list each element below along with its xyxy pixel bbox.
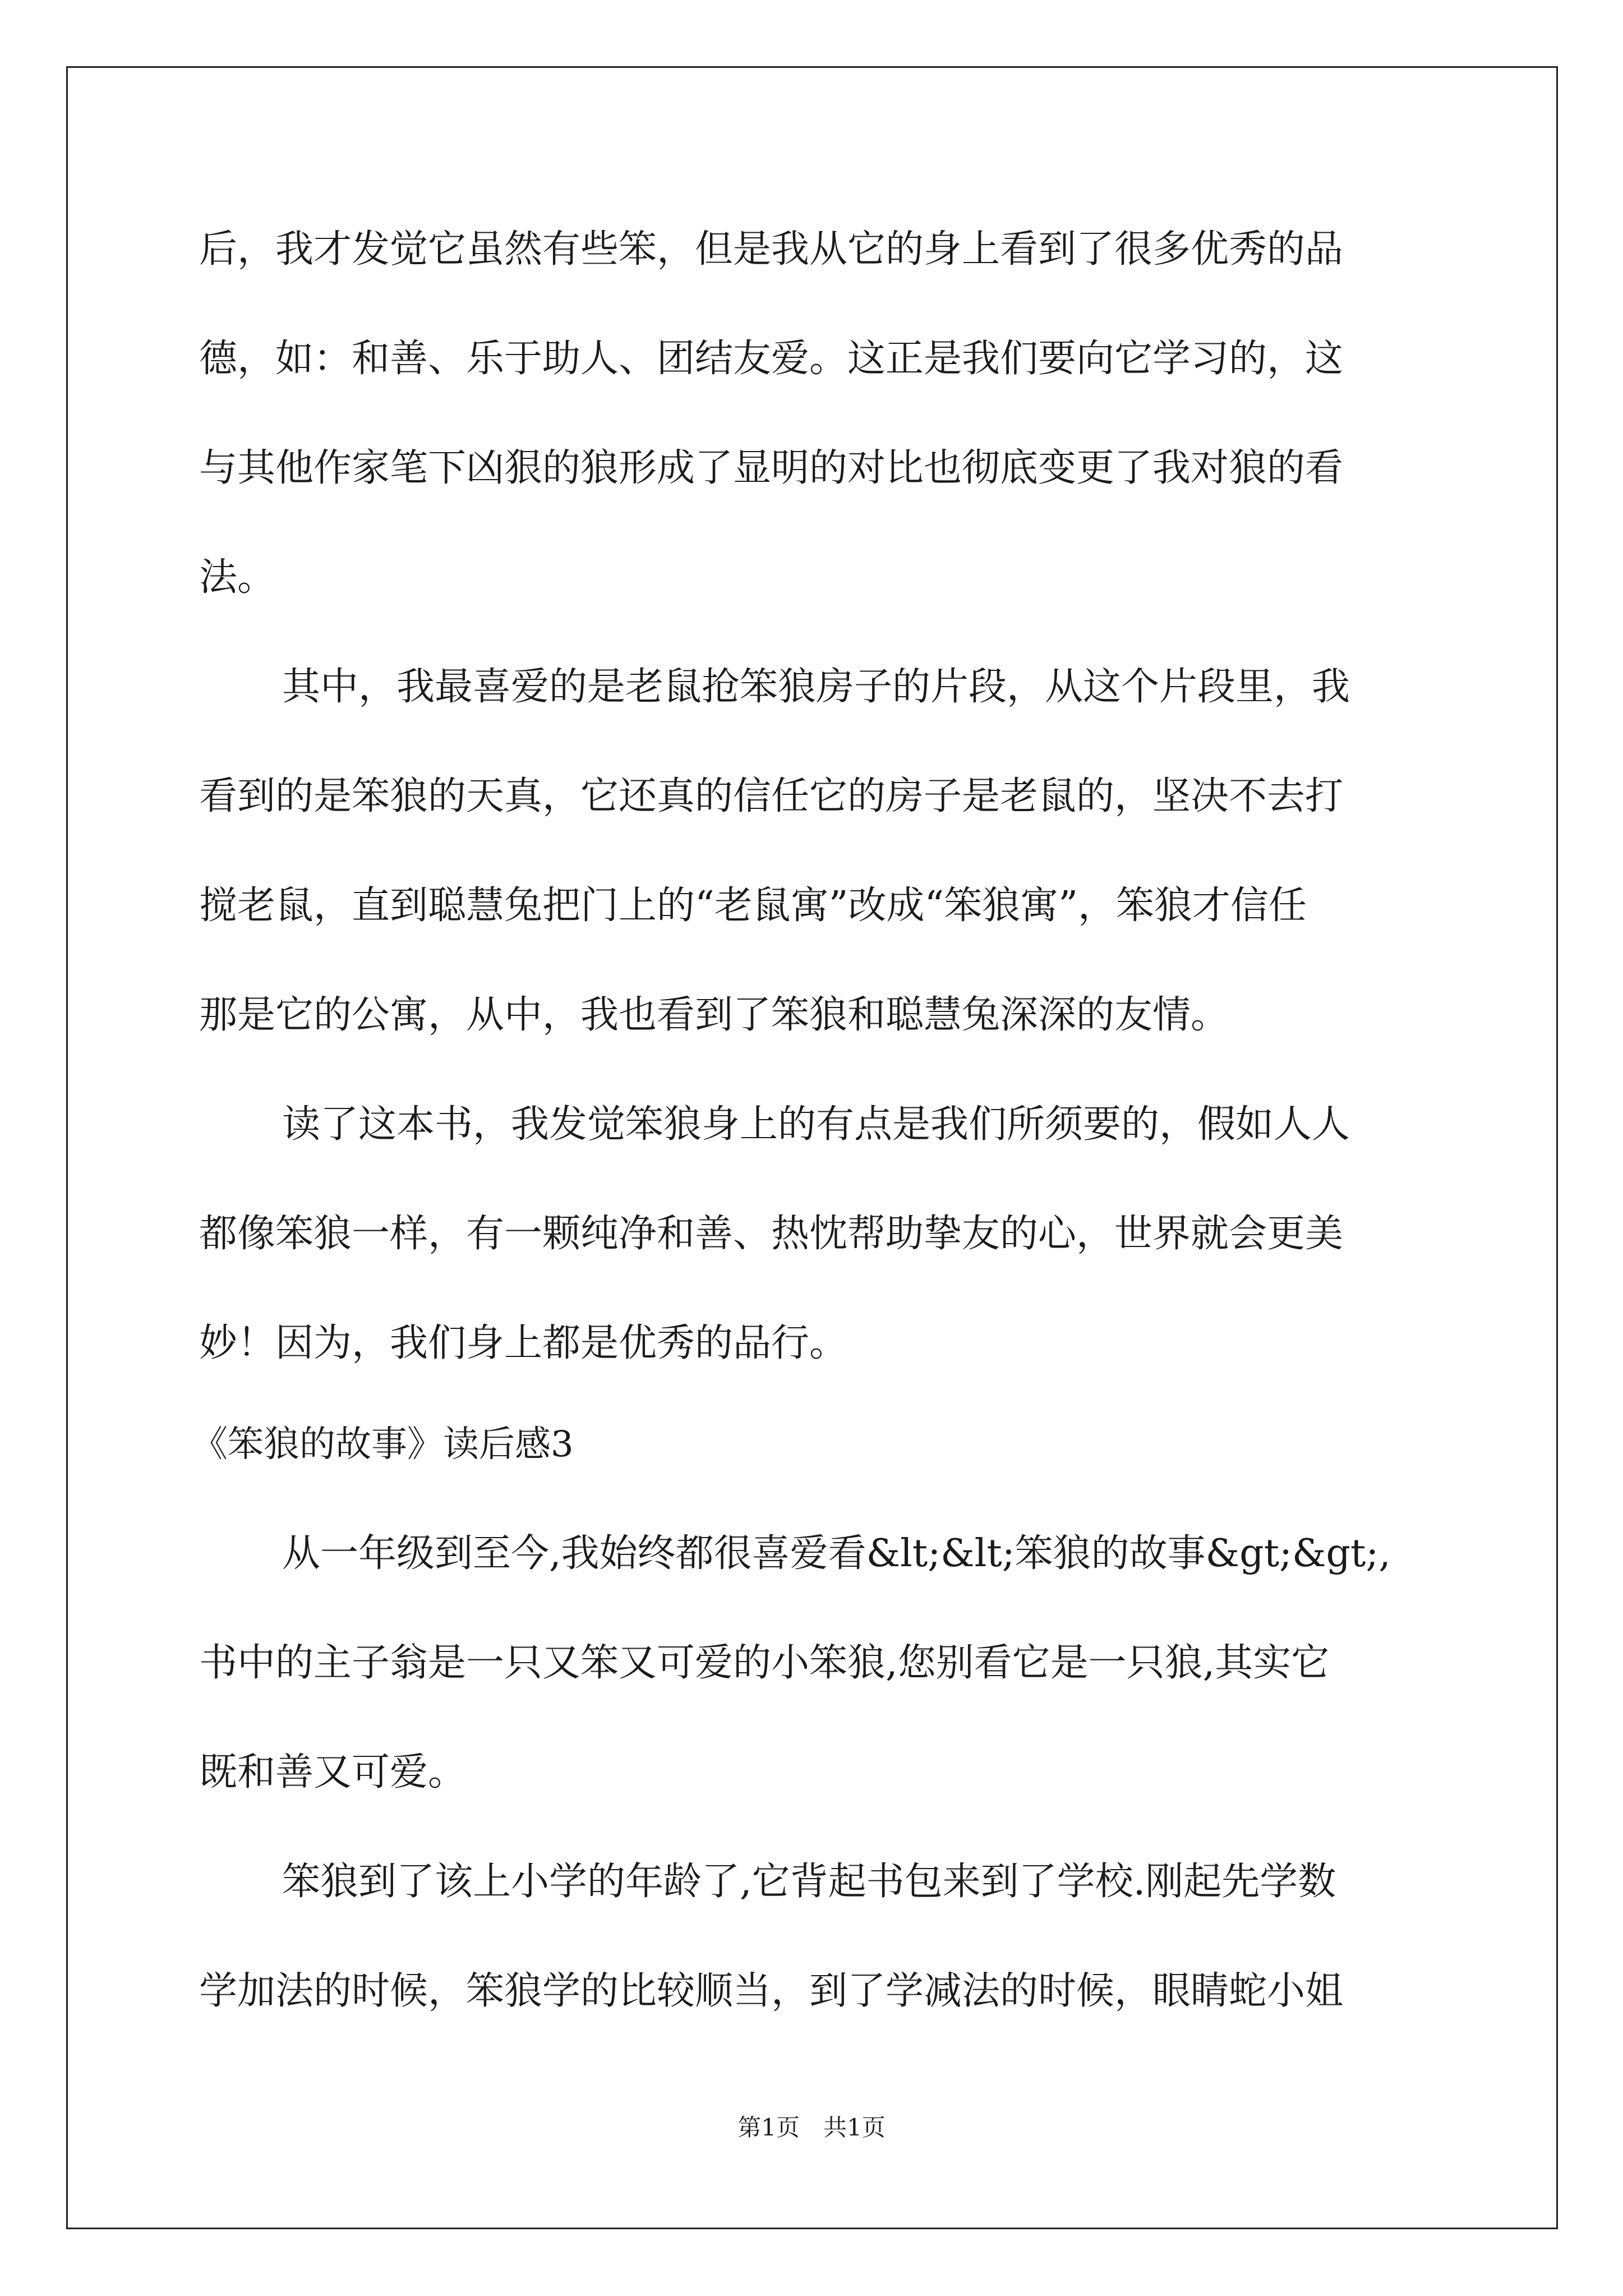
paragraph-line: 那是它的公寓，从中，我也看到了笨狼和聪慧兔深深的友情。 (199, 993, 1229, 1037)
paragraph-line: 搅老鼠，直到聪慧兔把门上的“老鼠寓”改成“笨狼寓”，笨狼才信任 (199, 884, 1307, 928)
paragraph-line: 德，如：和善、乐于助人、团结友爱。这正是我们要向它学习的，这 (199, 337, 1344, 381)
paragraph-line: 妙！因为，我们身上都是优秀的品行。 (199, 1321, 848, 1365)
paragraph-line: 书中的主子翁是一只又笨又可爱的小笨狼,您别看它是一只狼,其实它 (199, 1641, 1330, 1685)
paragraph-line: 学加法的时候，笨狼学的比较顺当，到了学减法的时候，眼睛蛇小姐 (199, 1969, 1344, 2013)
paragraph-line: 看到的是笨狼的天真，它还真的信任它的房子是老鼠的，坚决不去打 (199, 774, 1344, 818)
paragraph-line: 都像笨狼一样，有一颗纯净和善、热忱帮助挚友的心，世界就会更美 (199, 1212, 1344, 1256)
paragraph-line: 与其他作家笔下凶狠的狼形成了显明的对比也彻底变更了我对狼的看 (199, 446, 1344, 490)
paragraph-line: 其中，我最喜爱的是老鼠抢笨狼房子的片段，从这个片段里，我 (282, 665, 1350, 709)
paragraph-line: 既和善又可爱。 (199, 1750, 467, 1795)
paragraph-line: 读了这本书，我发觉笨狼身上的有点是我们所须要的，假如人人 (282, 1102, 1350, 1147)
paragraph-line: 后，我才发觉它虽然有些笨，但是我从它的身上看到了很多优秀的品 (199, 227, 1344, 272)
paragraph-line: 从一年级到至今,我始终都很喜爱看&lt;&lt;笨狼的故事&gt;&gt;, (282, 1531, 1391, 1576)
paragraph-line: 法。 (199, 555, 276, 600)
paragraph-line: 笨狼到了该上小学的年龄了,它背起书包来到了学校.刚起先学数 (282, 1860, 1336, 1904)
page-footer: 第1页 共1页 (737, 2114, 886, 2141)
section-heading: 《笨狼的故事》读后感3 (192, 1424, 574, 1465)
page-border (66, 66, 1558, 2229)
